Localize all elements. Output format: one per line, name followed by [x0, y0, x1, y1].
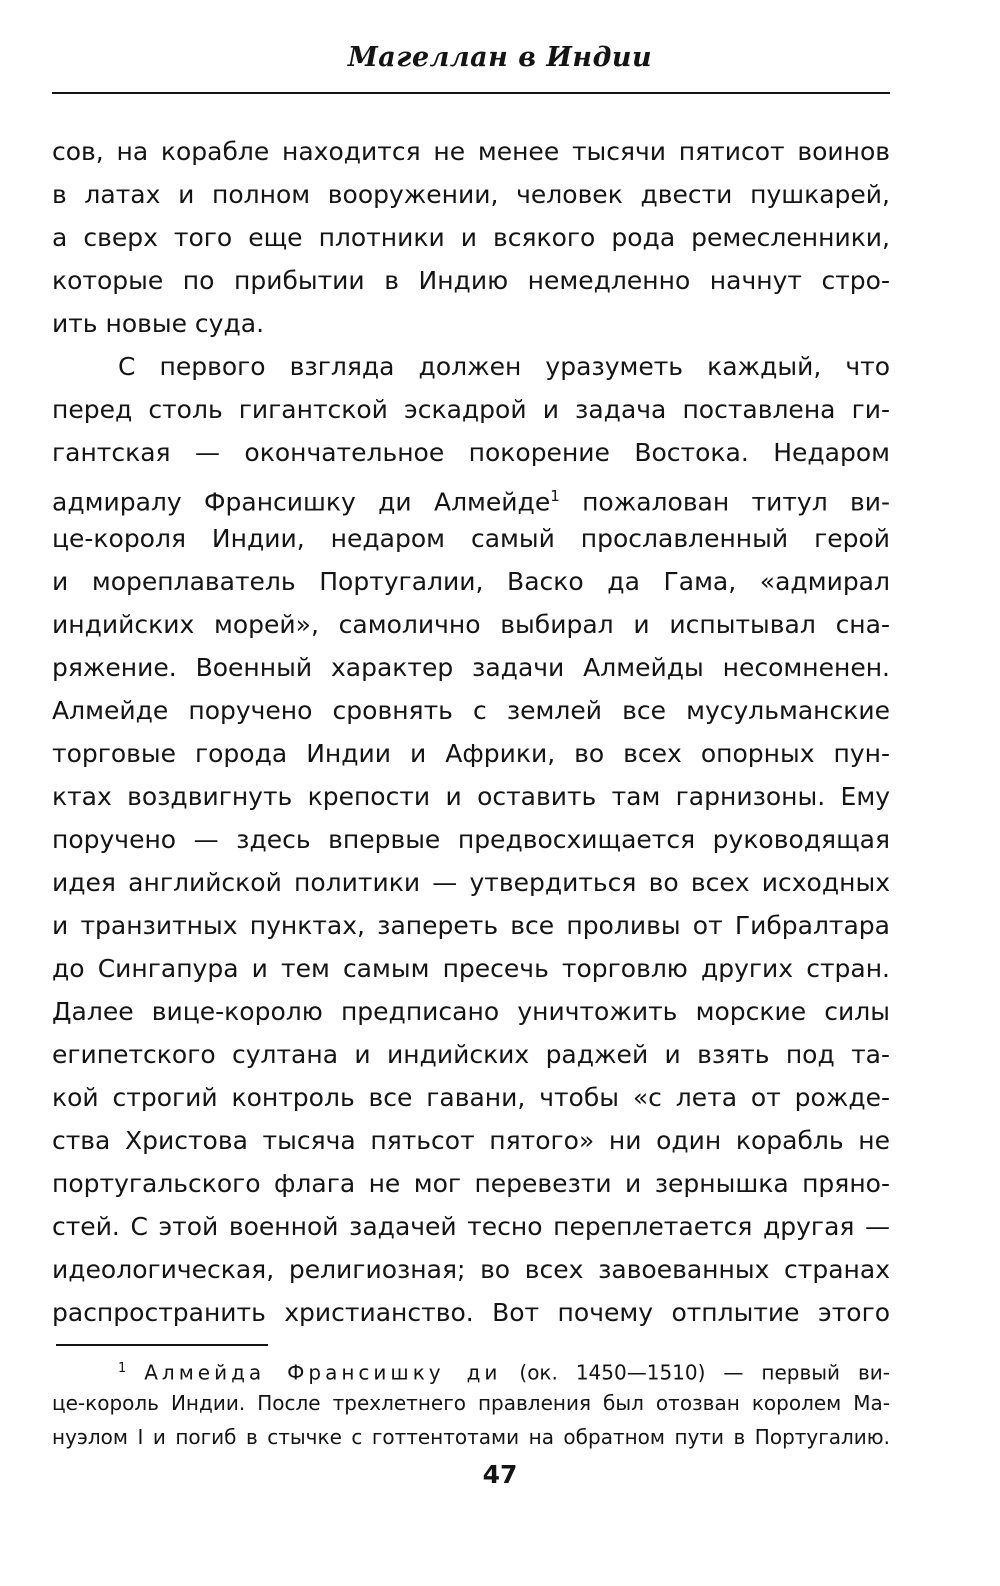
body-line-7: перед столь гигантской эскадрой и задача поставлена ги- [52, 395, 890, 424]
body-line-8: гантская — окончательное покорение Востока. Недаром [52, 438, 890, 467]
body-line-18: идея английской политики — утвердиться во всех исходных [52, 868, 890, 897]
body-line-17: поручено — здесь впервые предвосхищается руководящая [52, 825, 890, 854]
body-line-28: распространить христианство. Вот почему отплытие этого [52, 1298, 890, 1327]
body-line-24: ства Христова тысяча пятьсот пятого» ни один корабль не [52, 1126, 890, 1155]
body-line-22: египетского султана и индийских раджей и взять под та- [52, 1040, 890, 1069]
body-line-27: идеологическая, религиозная; во всех завоеванных странах [52, 1255, 890, 1284]
footnote-line-3: нуэлом I и погиб в стычке с готтентотами на обратном пути в Португалию. [52, 1425, 890, 1449]
body-line-21: Далее вице-королю предписано уничтожить морские силы [52, 997, 890, 1026]
body-line-6-paragraph-start: С первого взгляда должен уразуметь каждый, что [118, 352, 890, 381]
running-head: Магеллан в Индии [347, 42, 653, 73]
footnote-line-1-rest: (ок. 1450—1510) — первый ви- [519, 1360, 890, 1385]
body-line-2: в латах и полном вооружении, человек двести пушкарей, [52, 180, 890, 209]
body-line-26: стей. С этой военной задачей тесно переплетается другая — [52, 1212, 890, 1241]
body-line-14: Алмейде поручено сровнять с землей все мусульманские [52, 696, 890, 725]
footnote-line-2: це-король Индии. После трехлетнего правления был отозван королем Ма- [52, 1391, 890, 1415]
footnote-name: Алмейда Франсишку ди [144, 1360, 502, 1385]
footnote-rule [56, 1344, 268, 1346]
body-line-13: ряжение. Военный характер задачи Алмейды несомненен. [52, 653, 890, 682]
body-line-19: и транзитных пунктах, запереть все проливы от Гибралтара [52, 911, 890, 940]
footnote-reference[interactable]: 1 [550, 487, 560, 505]
page-number: 47 [482, 1460, 518, 1489]
body-line-9 [52, 481, 890, 517]
body-line-20: до Сингапура и тем самым пресечь торговлю других стран. [52, 954, 890, 983]
body-line-3: а сверх того еще плотники и всякого рода ремесленники, [52, 223, 890, 252]
footnote-marker: 1 [118, 1361, 127, 1376]
body-line-25: португальского флага не мог перевезти и зернышка пряно- [52, 1169, 890, 1198]
body-line-15: торговые города Индии и Африки, во всех опорных пун- [52, 739, 890, 768]
body-line-11: и мореплаватель Португалии, Васко да Гама, «адмирал [52, 567, 890, 596]
body-line-23: кой строгий контроль все гавани, чтобы «с лета от рожде- [52, 1083, 890, 1112]
body-line-4: которые по прибытии в Индию немедленно начнут стро- [52, 266, 890, 295]
body-line-9-start: адмиралу Франсишку ди Алмейде [52, 487, 551, 517]
body-line-10: це-короля Индии, недаром самый прославленный герой [52, 524, 890, 553]
header-rule [52, 92, 890, 94]
body-line-5: ить новые суда. [52, 309, 265, 338]
footnote-line-1 [118, 1356, 890, 1386]
body-line-1: сов, на корабле находится не менее тысячи пятисот воинов [52, 137, 890, 166]
body-line-9-end: пожалован титул ви- [582, 487, 890, 517]
body-line-16: ктах воздвигнуть крепости и оставить там гарнизоны. Ему [52, 782, 890, 811]
body-line-12: индийских морей», самолично выбирал и испытывал сна- [52, 610, 890, 639]
